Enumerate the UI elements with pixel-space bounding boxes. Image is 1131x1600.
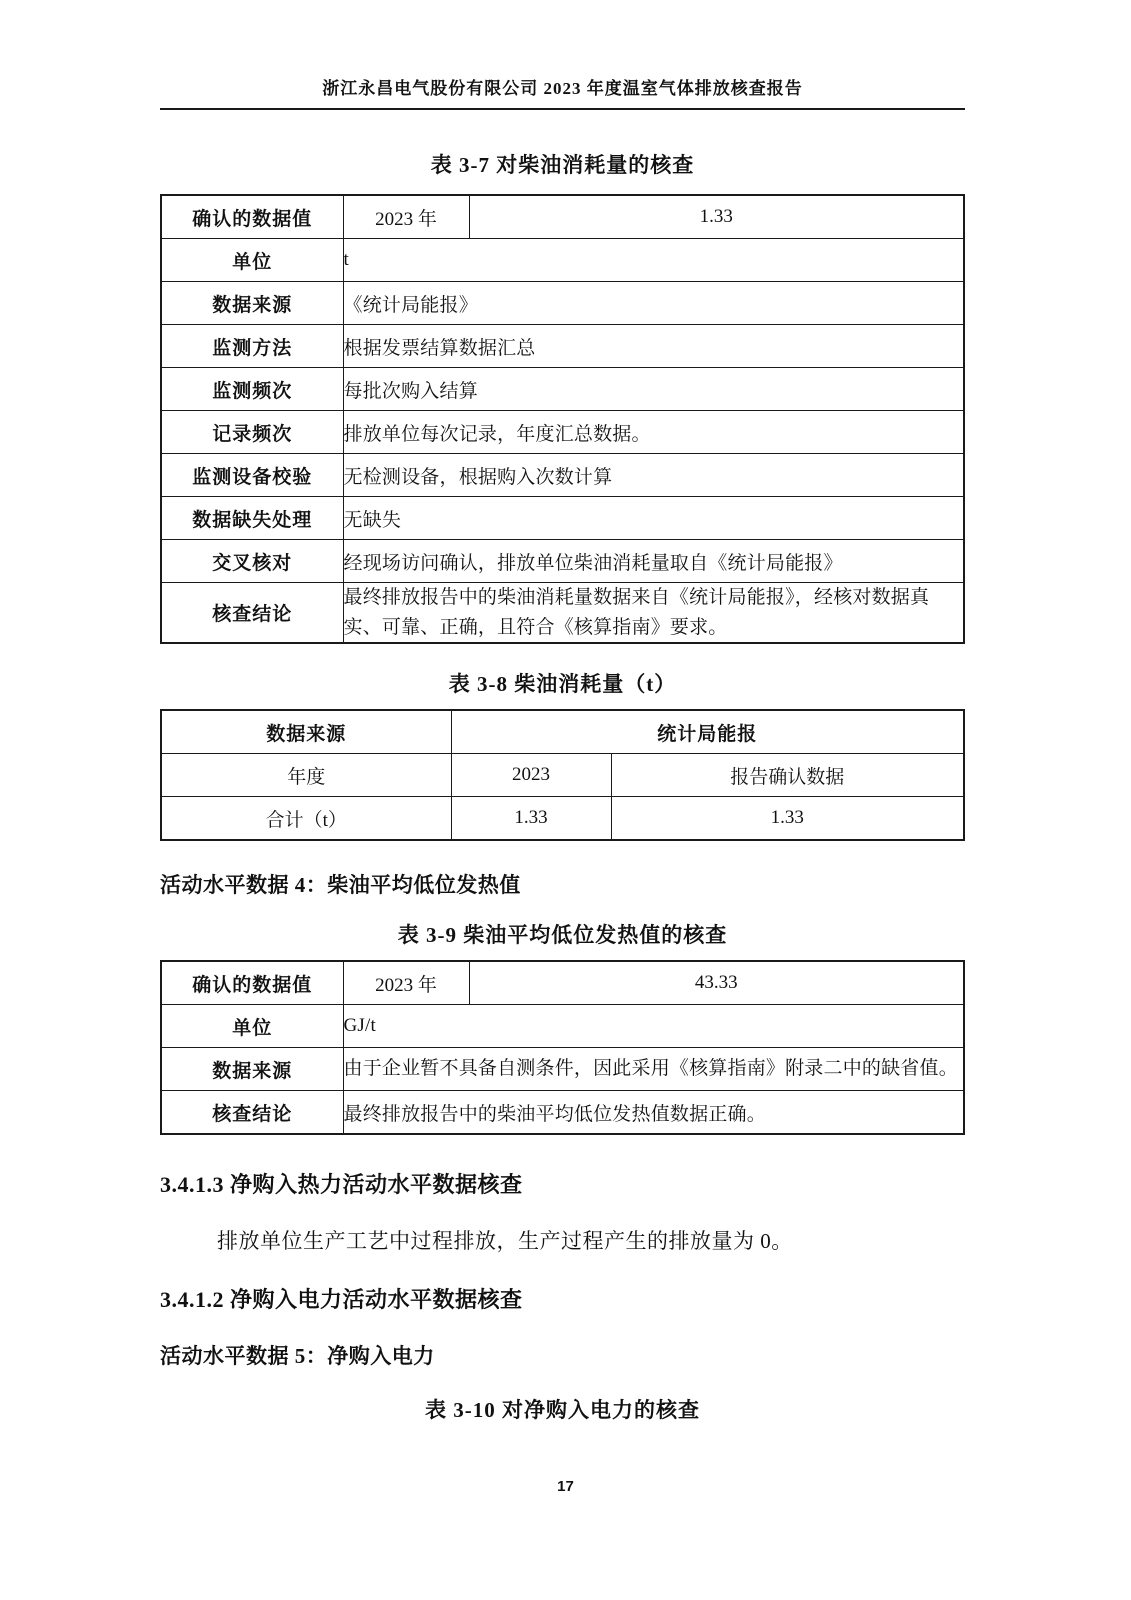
row-year-cell: 2023 [451, 754, 611, 797]
activity-data-4-heading: 活动水平数据 4：柴油平均低位发热值 [160, 873, 521, 898]
header-source-cell: 统计局能报 [451, 710, 964, 754]
row-label-cell: 监测方法 [161, 325, 343, 368]
row-label-cell: 监测频次 [161, 368, 343, 411]
table-3-9-title: 表 3-9 柴油平均低位发热值的核查 [397, 922, 728, 947]
row-value-cell: 无缺失 [343, 497, 964, 540]
row-year-cell: 2023 年 [343, 961, 469, 1005]
row-value-cell: 经现场访问确认，排放单位柴油消耗量取自《统计局能报》 [343, 540, 964, 583]
header-label-cell: 数据来源 [161, 710, 451, 754]
table-3-9 [160, 960, 965, 1135]
table-row [161, 325, 964, 368]
table-row [161, 195, 964, 239]
row-value-cell: 排放单位每次记录，年度汇总数据。 [343, 411, 964, 454]
row-value-cell: 最终排放报告中的柴油消耗量数据来自《统计局能报》，经核对数据真实、可靠、正确，且符合《核算指南》要求。 [343, 583, 964, 643]
page-header-title: 浙江永昌电气股份有限公司 2023 年度温室气体排放核查报告 [322, 79, 803, 98]
body-paragraph: 排放单位生产工艺中过程排放，生产过程产生的排放量为 0。 [217, 1228, 793, 1253]
table-3-8 [160, 709, 965, 841]
row-label-cell: 数据缺失处理 [161, 497, 343, 540]
row-label-cell: 确认的数据值 [161, 195, 343, 239]
table-row [161, 411, 964, 454]
row-label-cell: 单位 [161, 239, 343, 282]
table-row [161, 497, 964, 540]
row-label-cell: 监测设备校验 [161, 454, 343, 497]
row-label-cell: 年度 [161, 754, 451, 797]
table-row [161, 454, 964, 497]
row-label-cell: 交叉核对 [161, 540, 343, 583]
table-row [161, 1091, 964, 1135]
row-label-cell: 核查结论 [161, 583, 343, 643]
row-label-cell: 合计（t） [161, 797, 451, 841]
row-value-cell: GJ/t [343, 1005, 964, 1048]
table-row [161, 961, 964, 1005]
table-3-7-title: 表 3-7 对柴油消耗量的核查 [430, 153, 695, 177]
table-row [161, 1048, 964, 1091]
row-value-cell: t [343, 239, 964, 282]
row-label-cell: 记录频次 [161, 411, 343, 454]
table-row [161, 583, 964, 643]
page-number: 17 [557, 1478, 574, 1495]
table-3-7 [160, 194, 965, 644]
section-3-4-1-3-heading: 3.4.1.3 净购入热力活动水平数据核查 [160, 1172, 523, 1198]
row-value-cell: 无检测设备，根据购入次数计算 [343, 454, 964, 497]
row-value-cell: 43.33 [469, 961, 964, 1005]
row-value-cell: 最终排放报告中的柴油平均低位发热值数据正确。 [343, 1091, 964, 1135]
activity-data-5-heading: 活动水平数据 5：净购入电力 [160, 1344, 435, 1369]
row-confirmed-cell: 1.33 [611, 797, 964, 841]
row-label-cell: 数据来源 [161, 282, 343, 325]
section-3-4-1-2-heading: 3.4.1.2 净购入电力活动水平数据核查 [160, 1286, 523, 1312]
table-3-8-title: 表 3-8 柴油消耗量（t） [448, 672, 677, 697]
table-row [161, 540, 964, 583]
row-label-cell: 数据来源 [161, 1048, 343, 1091]
row-label-cell: 核查结论 [161, 1091, 343, 1135]
table-row [161, 282, 964, 325]
row-year-cell: 1.33 [451, 797, 611, 841]
row-label-cell: 确认的数据值 [161, 961, 343, 1005]
page-header-rule [160, 74, 965, 110]
row-value-cell: 1.33 [469, 195, 964, 239]
row-value-cell: 每批次购入结算 [343, 368, 964, 411]
row-confirmed-cell: 报告确认数据 [611, 754, 964, 797]
table-row [161, 754, 964, 797]
row-value-cell: 由于企业暂不具备自测条件，因此采用《核算指南》附录二中的缺省值。 [343, 1048, 964, 1091]
table-row [161, 710, 964, 754]
row-value-cell: 根据发票结算数据汇总 [343, 325, 964, 368]
table-row [161, 239, 964, 282]
table-row [161, 797, 964, 841]
row-label-cell: 单位 [161, 1005, 343, 1048]
table-3-10-title: 表 3-10 对净购入电力的核查 [425, 1397, 700, 1422]
table-row [161, 1005, 964, 1048]
row-value-cell: 《统计局能报》 [343, 282, 964, 325]
table-row [161, 368, 964, 411]
row-year-cell: 2023 年 [343, 195, 469, 239]
